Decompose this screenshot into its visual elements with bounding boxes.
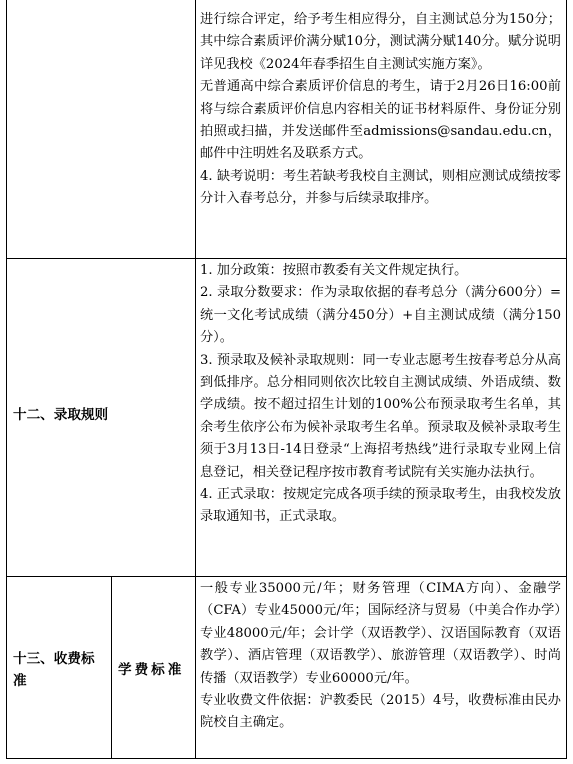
paragraph: 进行综合评定，给予考生相应得分，自主测试总分为150分；其中综合素质评价满分赋10分，测试满分赋140分。赋分说明详见我校《2024年春季招生自主测试实施方案》。 [200, 12, 561, 72]
sublabel-tuition: 学费标准 [118, 662, 185, 678]
paragraph: 无普通高中综合素质评价信息的考生，请于2月26日16:00前将与综合素质评价信息内容相关的证书材料原件、身份证分别拍照或扫描，并发送邮件至admissions@sandau.edu.cn，邮件中注明姓名及联系方式。 [200, 79, 561, 162]
paragraph: 一般专业35000元/年；财务管理（CIMA方向）、金融学（CFA）专业45000元/年；国际经济与贸易（中美合作办学）专业48000元/年；会计学（双语教学）、汉语国际教育（双语教学）、酒店管理（双语教学）、旅游管理（双语教学）、时尚传播（双语教学）专业60000元/年。 [200, 581, 561, 686]
paragraph: 专业收费文件依据：沪教委民（2015）4号，收费标准由民办院校自主确定。 [200, 693, 561, 731]
paragraph: 4. 正式录取：按规定完成各项手续的预录取考生，由我校发放录取通知书，正式录取。 [200, 487, 561, 525]
paragraph: 4. 缺考说明：考生若缺考我校自主测试，则相应测试成绩按零分计入春考总分，并参与后续录取排序。 [200, 168, 561, 207]
admission-table [6, 0, 567, 759]
paragraph: 2. 录取分数要求：作为录取依据的春考总分（满分600分）=统一文化考试成绩（满分450分）+自主测试成绩（满分150分）。 [200, 285, 561, 346]
table-right-border [566, 0, 567, 759]
paragraph: 1. 加分政策：按照市教委有关文件规定执行。 [200, 263, 468, 278]
admission-text-continued [200, 9, 561, 211]
admission-rules-text [200, 260, 561, 529]
tuition-text [200, 578, 561, 735]
section-label-fees: 十三、收费标准 [13, 651, 95, 689]
paragraph: 3. 预录取及候补录取规则：同一专业志愿考生按春考总分从高到低排序。总分相同则依次比较自主测试成绩、外语成绩、数学成绩。按不超过招生计划的100%公布预录取考生名单，其余考生依序公布为候补录取考生名单。预录取及候补录取考生须于3月13日-14日登录“上海招考热线”进行录取专业网上信息登记，相关登记程序按市教育考试院有关实施办法执行。 [200, 352, 561, 480]
table-left-border [6, 0, 7, 759]
column-divider [195, 0, 196, 759]
column-divider [111, 577, 112, 759]
row-divider [6, 258, 567, 259]
section-label-admission-rules: 十二、录取规则 [13, 407, 109, 423]
row-divider [6, 576, 567, 577]
table-bottom-border [6, 758, 567, 759]
